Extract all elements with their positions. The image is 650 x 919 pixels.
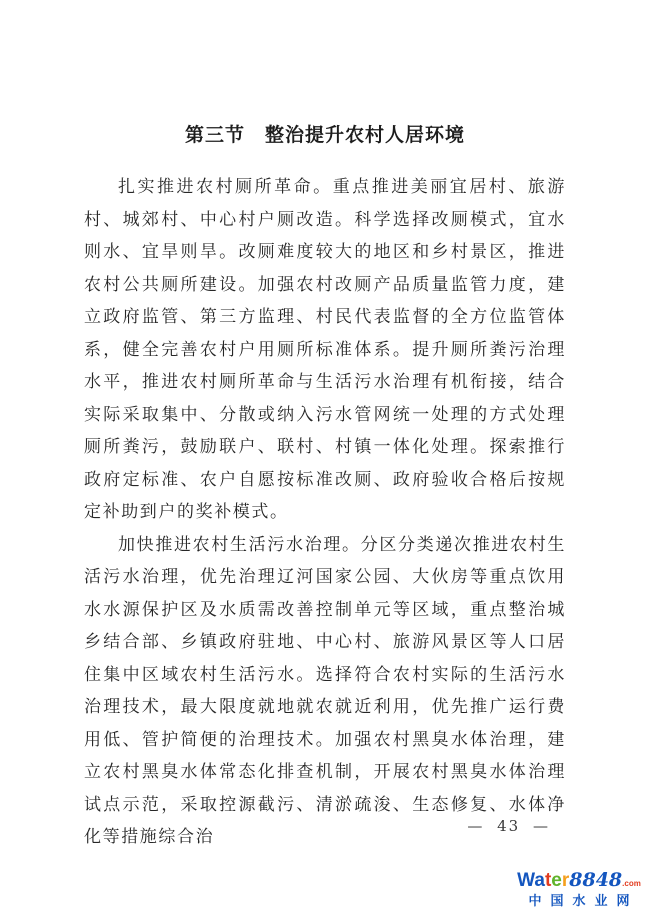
brand-segment-wa: Wa xyxy=(517,870,545,891)
brand-segment-com: .com xyxy=(622,879,641,888)
paragraph-sewage-treatment: 加快推进农村生活污水治理。分区分类递次推进农村生活污水治理，优先治理辽河国家公园、大伙房等重点饮用水水源保护区及水质需改善控制单元等区域，重点整治城乡结合部、乡镇政府驻地、中心村、旅游风景区等人口居住集中区域农村生活污水。选择符合农村实际的生活污水治理技术，最大限度就地就农就近利用，优先推广运行费用低、管护简便的治理技术。加强农村黑臭水体治理，建立农村黑臭水体常态化排查机制，开展农村黑臭水体治理试点示范，采取控源截污、清淤疏浚、生态修复、水体净化等措施综合治 xyxy=(84,534,566,847)
brand-water-wordmark xyxy=(517,870,569,891)
page-number: — 43 — xyxy=(467,817,550,835)
watermark-brand-line xyxy=(513,871,645,890)
brand-segment-t: t xyxy=(544,870,552,891)
watermark-subtitle: 中国水业网 xyxy=(528,893,639,908)
document-body xyxy=(84,126,566,854)
brand-segment-8848: 8848 xyxy=(569,869,623,891)
watermark-logo xyxy=(513,871,645,907)
brand-segment-e: e xyxy=(551,870,562,891)
brand-segment-r: r xyxy=(561,870,570,891)
paragraph-toilet-revolution: 扎实推进农村厕所革命。重点推进美丽宜居村、旅游村、城郊村、中心村户厕改造。科学选择改厕模式，宜水则水、宜旱则旱。改厕难度较大的地区和乡村景区，推进农村公共厕所建设。加强农村改厕产品质量监管力度，建立政府监管、第三方监理、村民代表监督的全方位监管体系，健全完善农村户用厕所标准体系。提升厕所粪污治理水平，推进农村厕所革命与生活污水治理有机衔接，结合实际采取集中、分散或纳入污水管网统一处理的方式处理厕所粪污，鼓励联户、联村、村镇一体化处理。探索推行政府定标准、农户自愿按标准改厕、政府验收合格后按规定补助到户的奖补模式。 xyxy=(84,177,566,522)
section-heading: 第三节 整治提升农村人居环境 xyxy=(184,125,465,146)
